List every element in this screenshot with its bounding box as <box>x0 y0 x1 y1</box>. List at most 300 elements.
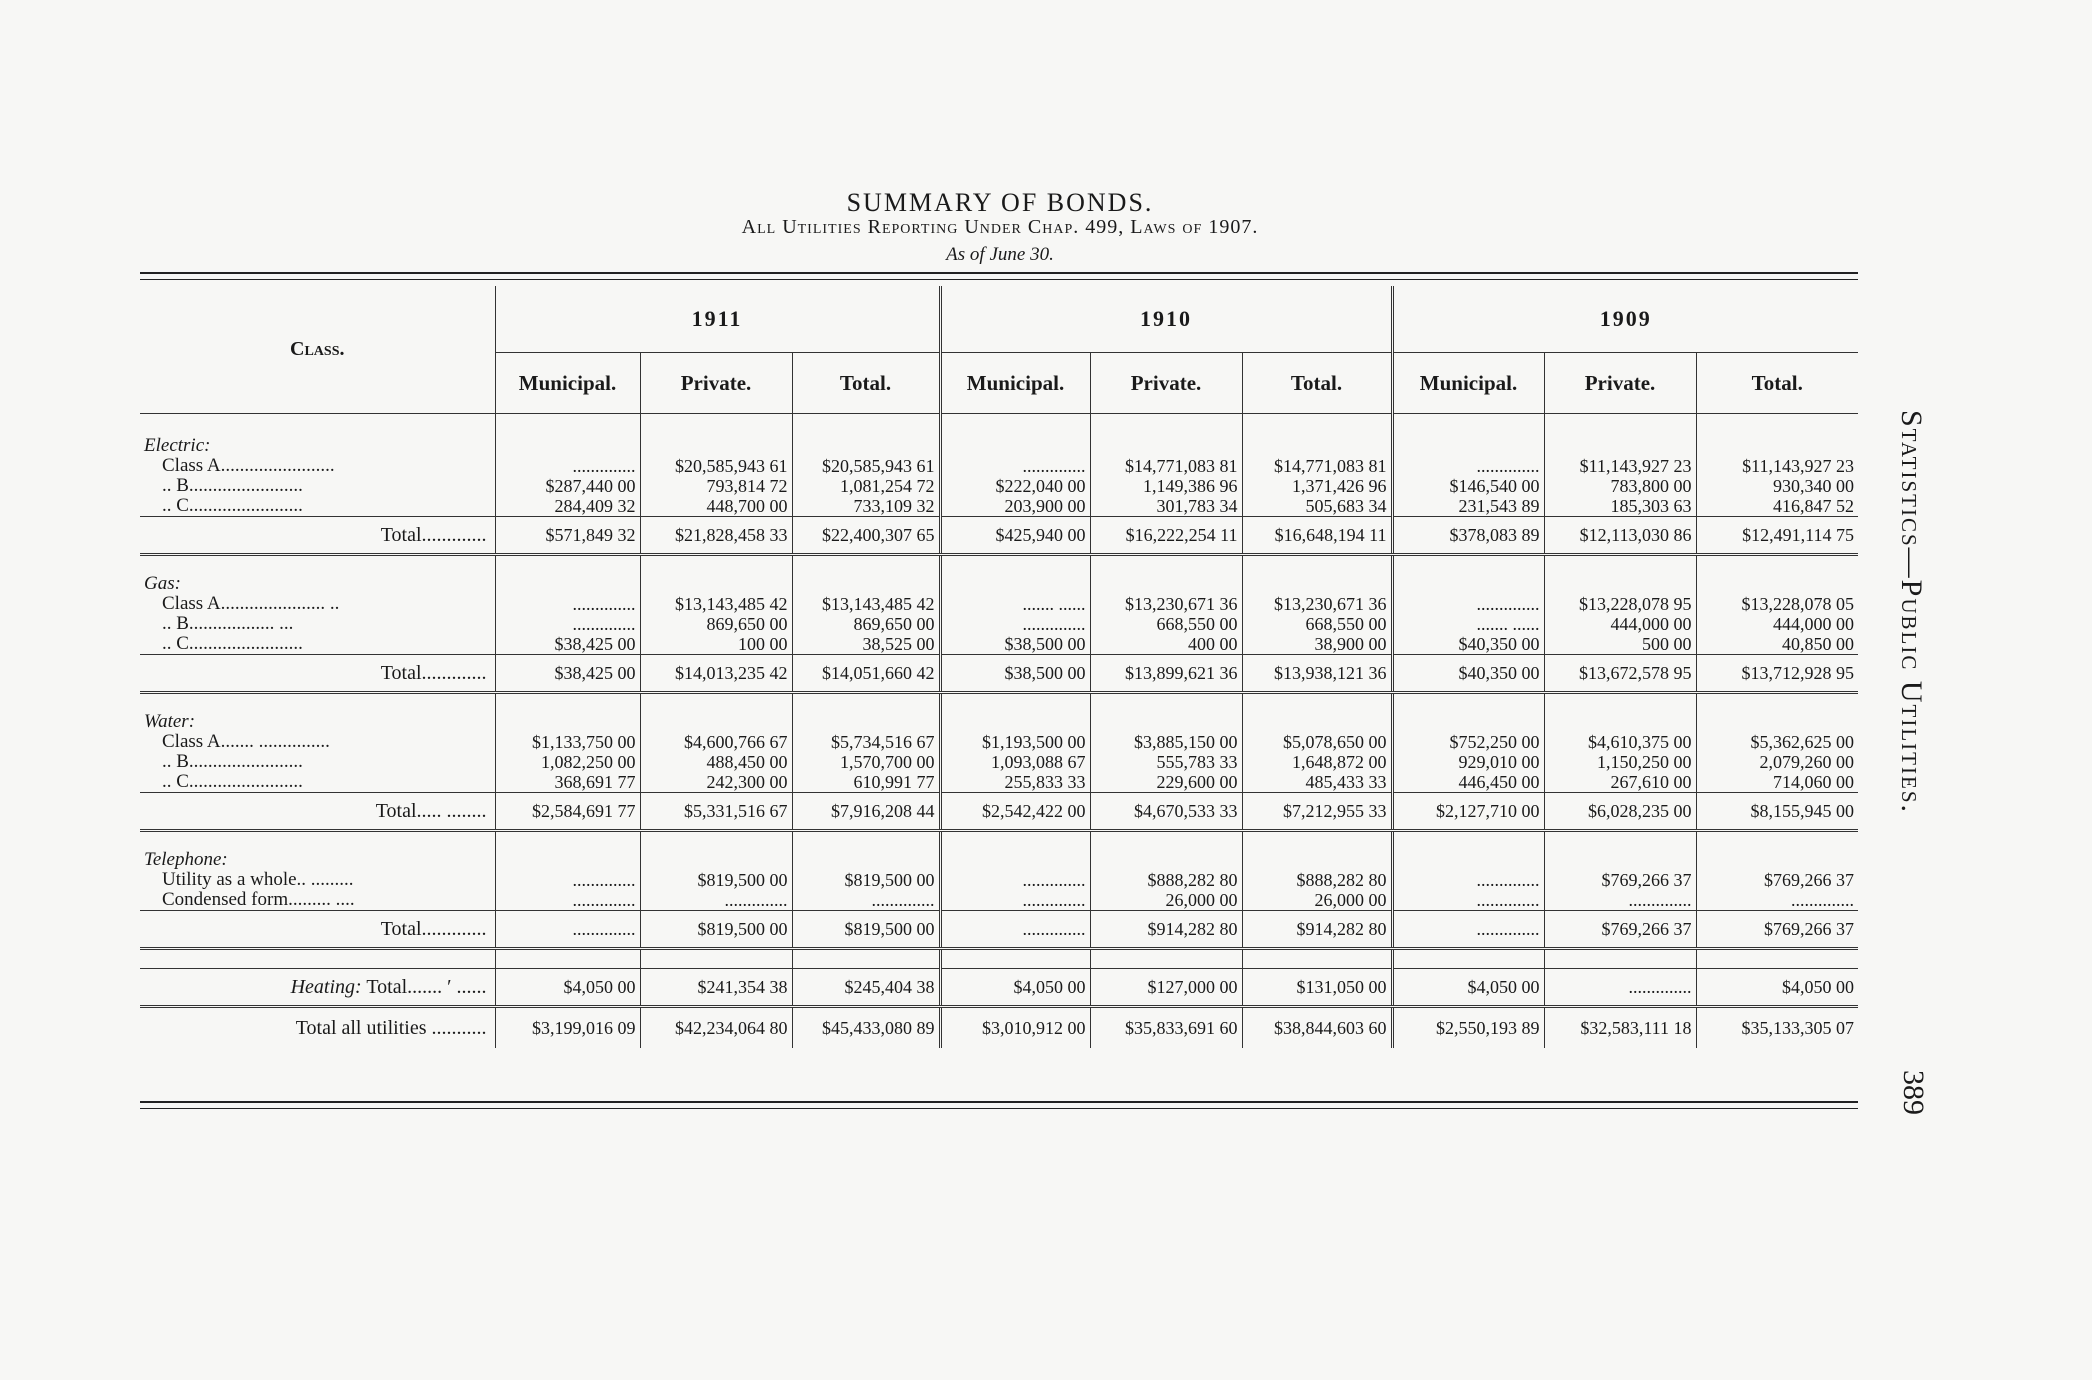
cell: $888,282 80 <box>1090 870 1242 890</box>
section-total-row-label: Total............. <box>140 655 495 693</box>
cell: 930,340 00 <box>1696 476 1858 496</box>
cell <box>940 414 1090 437</box>
cell: $3,199,016 09 <box>495 1007 640 1049</box>
cell: $13,228,078 95 <box>1544 594 1696 614</box>
cell: .............. <box>1544 969 1696 1007</box>
cell: 38,525 00 <box>792 634 940 655</box>
cell: $7,212,955 33 <box>1242 793 1392 831</box>
cell: $13,712,928 95 <box>1696 655 1858 693</box>
cell: 1,371,426 96 <box>1242 476 1392 496</box>
cell: $819,500 00 <box>792 870 940 890</box>
cell <box>640 850 792 870</box>
cell <box>792 574 940 594</box>
table-row <box>140 890 1858 911</box>
cell: $4,600,766 67 <box>640 732 792 752</box>
cell <box>1090 574 1242 594</box>
cell: $5,734,516 67 <box>792 732 940 752</box>
section-heading-label: Water: <box>144 712 196 732</box>
cell <box>792 414 940 437</box>
spacer-row-label <box>140 831 495 851</box>
cell: $425,940 00 <box>940 517 1090 555</box>
cell: $146,540 00 <box>1392 476 1544 496</box>
page-number-text: 389 <box>1897 1070 1930 1115</box>
cell: $13,230,671 36 <box>1090 594 1242 614</box>
table-row <box>140 496 1858 517</box>
cell <box>1242 574 1392 594</box>
cell <box>495 555 640 575</box>
cell: $2,542,422 00 <box>940 793 1090 831</box>
cell: .............. <box>495 890 640 911</box>
section-total-row-label: Total............. <box>140 517 495 555</box>
cell <box>495 850 640 870</box>
col-municipal-1909: Municipal. <box>1392 353 1544 414</box>
cell: 446,450 00 <box>1392 772 1544 793</box>
cell: $4,610,375 00 <box>1544 732 1696 752</box>
cell: .............. <box>1392 594 1544 614</box>
spacer-row <box>140 693 1858 713</box>
spacer-row-label <box>140 949 495 969</box>
spacer-row-label <box>140 414 495 437</box>
cell <box>1392 555 1544 575</box>
cell: 400 00 <box>1090 634 1242 655</box>
table-row <box>140 732 1858 752</box>
cell: $45,433,080 89 <box>792 1007 940 1049</box>
cell <box>940 555 1090 575</box>
cell: 444,000 00 <box>1544 614 1696 634</box>
cell: $4,050 00 <box>1696 969 1858 1007</box>
cell: $13,143,485 42 <box>792 594 940 614</box>
table-row-label: .. C........................ <box>162 634 303 654</box>
section-heading-label: Telephone: <box>144 850 228 870</box>
cell <box>940 436 1090 456</box>
table-row-label: Class A...................... .. <box>162 594 340 614</box>
table-row <box>140 634 1858 655</box>
cell: $14,771,083 81 <box>1090 456 1242 476</box>
cell <box>1696 831 1858 851</box>
cell: 100 00 <box>640 634 792 655</box>
cell: $16,222,254 11 <box>1090 517 1242 555</box>
cell: 1,150,250 00 <box>1544 752 1696 772</box>
cell: 40,850 00 <box>1696 634 1858 655</box>
col-total-1910: Total. <box>1242 353 1392 414</box>
cell: $2,584,691 77 <box>495 793 640 831</box>
cell <box>495 574 640 594</box>
cell <box>792 436 940 456</box>
cell: $131,050 00 <box>1242 969 1392 1007</box>
cell: 488,450 00 <box>640 752 792 772</box>
cell <box>1544 414 1696 437</box>
cell: $287,440 00 <box>495 476 640 496</box>
section-heading <box>140 712 1858 732</box>
section-total-row <box>140 655 1858 693</box>
cell: $13,938,121 36 <box>1242 655 1392 693</box>
cell <box>940 712 1090 732</box>
table-row-label: Utility as a whole.. ......... <box>162 870 354 890</box>
cell <box>792 850 940 870</box>
cell: 505,683 34 <box>1242 496 1392 517</box>
cell: 869,650 00 <box>792 614 940 634</box>
year-header-1910: 1910 <box>940 286 1392 353</box>
cell: $378,083 89 <box>1392 517 1544 555</box>
cell: $38,500 00 <box>940 634 1090 655</box>
cell: $13,143,485 42 <box>640 594 792 614</box>
heating-section-name: Heating: <box>290 975 362 998</box>
table-row <box>140 870 1858 890</box>
cell <box>1544 693 1696 713</box>
table-row <box>140 594 1858 614</box>
cell: 929,010 00 <box>1392 752 1544 772</box>
table-row-label: .. C........................ <box>162 496 303 516</box>
table-row-label: .. B.................. ... <box>162 614 294 634</box>
cell: 485,433 33 <box>1242 772 1392 793</box>
cell: ....... ...... <box>940 594 1090 614</box>
cell: 448,700 00 <box>640 496 792 517</box>
cell <box>1696 414 1858 437</box>
cell <box>640 949 792 969</box>
cell: .............. <box>495 456 640 476</box>
cell: 1,093,088 67 <box>940 752 1090 772</box>
cell <box>495 436 640 456</box>
cell: 242,300 00 <box>640 772 792 793</box>
table-row-label: .. C........................ <box>162 772 303 792</box>
page-number <box>1890 1070 1930 1150</box>
section-total-row-label: Total..... ........ <box>140 793 495 831</box>
cell: $20,585,943 61 <box>640 456 792 476</box>
cell: $4,050 00 <box>495 969 640 1007</box>
cell: $3,010,912 00 <box>940 1007 1090 1049</box>
cell: 793,814 72 <box>640 476 792 496</box>
cell <box>940 850 1090 870</box>
cell <box>495 949 640 969</box>
cell <box>1090 949 1242 969</box>
col-private-1910: Private. <box>1090 353 1242 414</box>
cell: $32,583,111 18 <box>1544 1007 1696 1049</box>
cell <box>1090 555 1242 575</box>
section-total-row <box>140 793 1858 831</box>
spacer-row <box>140 414 1858 437</box>
table-row-label: Condensed form......... .... <box>162 890 355 910</box>
cell <box>495 414 640 437</box>
cell: 284,409 32 <box>495 496 640 517</box>
cell: 714,060 00 <box>1696 772 1858 793</box>
cell <box>1090 414 1242 437</box>
cell <box>1544 850 1696 870</box>
section-heading <box>140 850 1858 870</box>
cell <box>1696 436 1858 456</box>
cell: $1,133,750 00 <box>495 732 640 752</box>
cell: $13,228,078 05 <box>1696 594 1858 614</box>
cell: 869,650 00 <box>640 614 792 634</box>
cell <box>640 574 792 594</box>
cell <box>792 712 940 732</box>
cell: $12,113,030 86 <box>1544 517 1696 555</box>
cell <box>792 831 940 851</box>
cell <box>495 693 640 713</box>
cell: $241,354 38 <box>640 969 792 1007</box>
section-total-row <box>140 911 1858 949</box>
cell: 231,543 89 <box>1392 496 1544 517</box>
cell: $4,050 00 <box>1392 969 1544 1007</box>
cell <box>640 436 792 456</box>
cell: $40,350 00 <box>1392 655 1544 693</box>
cell <box>1392 414 1544 437</box>
cell: $571,849 32 <box>495 517 640 555</box>
cell: .............. <box>640 890 792 911</box>
cell <box>1090 850 1242 870</box>
cell <box>1544 436 1696 456</box>
cell: $13,672,578 95 <box>1544 655 1696 693</box>
table-row <box>140 456 1858 476</box>
cell: $5,331,516 67 <box>640 793 792 831</box>
cell: 444,000 00 <box>1696 614 1858 634</box>
cell <box>1392 831 1544 851</box>
cell <box>1696 850 1858 870</box>
running-head <box>1888 410 1928 890</box>
cell: 1,648,872 00 <box>1242 752 1392 772</box>
running-head-text: Statistics—Public Utilities. <box>1895 410 1928 814</box>
cell: $914,282 80 <box>1090 911 1242 949</box>
cell <box>495 831 640 851</box>
cell: 2,079,260 00 <box>1696 752 1858 772</box>
cell: 733,109 32 <box>792 496 940 517</box>
col-total-1909: Total. <box>1696 353 1858 414</box>
cell <box>1392 850 1544 870</box>
cell <box>1090 693 1242 713</box>
cell <box>940 949 1090 969</box>
cell <box>1544 831 1696 851</box>
cell: .............. <box>495 911 640 949</box>
page-subtitle: All Utilities Reporting Under Chap. 499, Laws of 1907. <box>741 216 1259 238</box>
cell: .............. <box>1392 890 1544 911</box>
cell <box>1392 574 1544 594</box>
cell: 416,847 52 <box>1696 496 1858 517</box>
year-header-1909: 1909 <box>1392 286 1858 353</box>
cell: $14,771,083 81 <box>1242 456 1392 476</box>
bonds-summary-table <box>140 286 1858 1048</box>
cell: $22,400,307 65 <box>792 517 940 555</box>
table-row-label: Class A....... ............... <box>162 732 330 752</box>
cell <box>792 693 940 713</box>
cell: 668,550 00 <box>1090 614 1242 634</box>
spacer-row <box>140 949 1858 969</box>
cell <box>1392 949 1544 969</box>
table-row <box>140 772 1858 793</box>
cell: $752,250 00 <box>1392 732 1544 752</box>
cell: 1,081,254 72 <box>792 476 940 496</box>
cell <box>940 574 1090 594</box>
cell <box>1090 831 1242 851</box>
col-municipal-1911: Municipal. <box>495 353 640 414</box>
cell: .............. <box>495 594 640 614</box>
heating-label <box>140 969 495 1007</box>
spacer-row <box>140 831 1858 851</box>
cell <box>940 831 1090 851</box>
cell: $769,266 37 <box>1696 911 1858 949</box>
cell <box>640 555 792 575</box>
cell: .............. <box>495 870 640 890</box>
cell: .............. <box>1392 911 1544 949</box>
cell: 267,610 00 <box>1544 772 1696 793</box>
col-private-1911: Private. <box>640 353 792 414</box>
cell: $20,585,943 61 <box>792 456 940 476</box>
cell: 26,000 00 <box>1090 890 1242 911</box>
cell: 668,550 00 <box>1242 614 1392 634</box>
cell: 783,800 00 <box>1544 476 1696 496</box>
cell: $38,844,603 60 <box>1242 1007 1392 1049</box>
cell <box>1242 414 1392 437</box>
year-header-1911: 1911 <box>495 286 940 353</box>
cell <box>1242 831 1392 851</box>
cell: .............. <box>495 614 640 634</box>
cell: $4,050 00 <box>940 969 1090 1007</box>
cell: $7,916,208 44 <box>792 793 940 831</box>
cell <box>1696 949 1858 969</box>
heating-total-row <box>140 969 1858 1007</box>
spacer-row-label <box>140 555 495 575</box>
cell <box>1696 574 1858 594</box>
bottom-rule-thin <box>140 1108 1858 1109</box>
cell: 1,570,700 00 <box>792 752 940 772</box>
cell: 1,149,386 96 <box>1090 476 1242 496</box>
cell: .............. <box>1392 870 1544 890</box>
cell: .............. <box>1392 456 1544 476</box>
cell: 500 00 <box>1544 634 1696 655</box>
cell <box>1242 850 1392 870</box>
cell <box>1696 712 1858 732</box>
cell <box>792 555 940 575</box>
cell: $2,550,193 89 <box>1392 1007 1544 1049</box>
cell <box>1544 555 1696 575</box>
spacer-row <box>140 555 1858 575</box>
section-heading <box>140 436 1858 456</box>
cell: .............. <box>940 614 1090 634</box>
section-total-row-label: Total............. <box>140 911 495 949</box>
class-column-header: Class. <box>140 286 495 414</box>
cell <box>940 693 1090 713</box>
cell: .............. <box>1544 890 1696 911</box>
cell: $5,362,625 00 <box>1696 732 1858 752</box>
cell <box>1544 712 1696 732</box>
section-heading-label: Gas: <box>144 574 181 594</box>
cell: 203,900 00 <box>940 496 1090 517</box>
table-row <box>140 476 1858 496</box>
page-title: SUMMARY OF BONDS. <box>846 188 1154 217</box>
cell <box>1544 574 1696 594</box>
col-municipal-1910: Municipal. <box>940 353 1090 414</box>
cell <box>640 693 792 713</box>
grand-total-row <box>140 1007 1858 1049</box>
top-rule-thin <box>140 279 1858 280</box>
cell: 1,082,250 00 <box>495 752 640 772</box>
cell <box>1242 693 1392 713</box>
spacer-row-label <box>140 693 495 713</box>
cell: $819,500 00 <box>640 870 792 890</box>
cell: $245,404 38 <box>792 969 940 1007</box>
cell: 26,000 00 <box>1242 890 1392 911</box>
cell: .............. <box>1696 890 1858 911</box>
cell: 229,600 00 <box>1090 772 1242 793</box>
cell: $888,282 80 <box>1242 870 1392 890</box>
cell: $3,885,150 00 <box>1090 732 1242 752</box>
cell: $11,143,927 23 <box>1696 456 1858 476</box>
cell <box>640 712 792 732</box>
cell: $40,350 00 <box>1392 634 1544 655</box>
cell <box>640 831 792 851</box>
cell: $1,193,500 00 <box>940 732 1090 752</box>
cell <box>1392 693 1544 713</box>
cell: $6,028,235 00 <box>1544 793 1696 831</box>
cell: $35,833,691 60 <box>1090 1007 1242 1049</box>
cell: $4,670,533 33 <box>1090 793 1242 831</box>
bottom-rule <box>140 1101 1858 1103</box>
cell: $127,000 00 <box>1090 969 1242 1007</box>
table-row-label: Class A........................ <box>162 456 335 476</box>
cell: $38,425 00 <box>495 634 640 655</box>
heating-total-label: Total....... ′ ...... <box>366 975 487 998</box>
cell: $769,266 37 <box>1544 911 1696 949</box>
cell: 255,833 33 <box>940 772 1090 793</box>
cell: 555,783 33 <box>1090 752 1242 772</box>
cell <box>1242 712 1392 732</box>
col-total-1911: Total. <box>792 353 940 414</box>
grand-total-row-label: Total all utilities ........... <box>295 1016 487 1039</box>
col-private-1909: Private. <box>1544 353 1696 414</box>
cell: .............. <box>940 870 1090 890</box>
section-heading <box>140 574 1858 594</box>
cell: $222,040 00 <box>940 476 1090 496</box>
cell: $769,266 37 <box>1544 870 1696 890</box>
cell <box>1696 693 1858 713</box>
cell: $11,143,927 23 <box>1544 456 1696 476</box>
section-total-row <box>140 517 1858 555</box>
cell: $5,078,650 00 <box>1242 732 1392 752</box>
cell: ....... ...... <box>1392 614 1544 634</box>
table-row-label: .. B........................ <box>162 752 303 772</box>
cell: 610,991 77 <box>792 772 940 793</box>
cell: $819,500 00 <box>640 911 792 949</box>
cell: $13,230,671 36 <box>1242 594 1392 614</box>
cell <box>1242 555 1392 575</box>
cell <box>1392 712 1544 732</box>
cell: 301,783 34 <box>1090 496 1242 517</box>
cell <box>1392 436 1544 456</box>
cell: 38,900 00 <box>1242 634 1392 655</box>
cell: $2,127,710 00 <box>1392 793 1544 831</box>
cell: $14,013,235 42 <box>640 655 792 693</box>
table-row <box>140 752 1858 772</box>
cell: $13,899,621 36 <box>1090 655 1242 693</box>
cell: $12,491,114 75 <box>1696 517 1858 555</box>
cell: .............. <box>940 890 1090 911</box>
cell: $21,828,458 33 <box>640 517 792 555</box>
cell: $8,155,945 00 <box>1696 793 1858 831</box>
cell: $35,133,305 07 <box>1696 1007 1858 1049</box>
cell: $914,282 80 <box>1242 911 1392 949</box>
cell: .............. <box>792 890 940 911</box>
cell <box>1090 436 1242 456</box>
cell: $819,500 00 <box>792 911 940 949</box>
cell <box>640 414 792 437</box>
cell: 185,303 63 <box>1544 496 1696 517</box>
cell: .............. <box>940 911 1090 949</box>
cell: $16,648,194 11 <box>1242 517 1392 555</box>
cell <box>792 949 940 969</box>
cell: $14,051,660 42 <box>792 655 940 693</box>
cell <box>1696 555 1858 575</box>
cell <box>1242 949 1392 969</box>
cell: .............. <box>940 456 1090 476</box>
cell <box>1090 712 1242 732</box>
